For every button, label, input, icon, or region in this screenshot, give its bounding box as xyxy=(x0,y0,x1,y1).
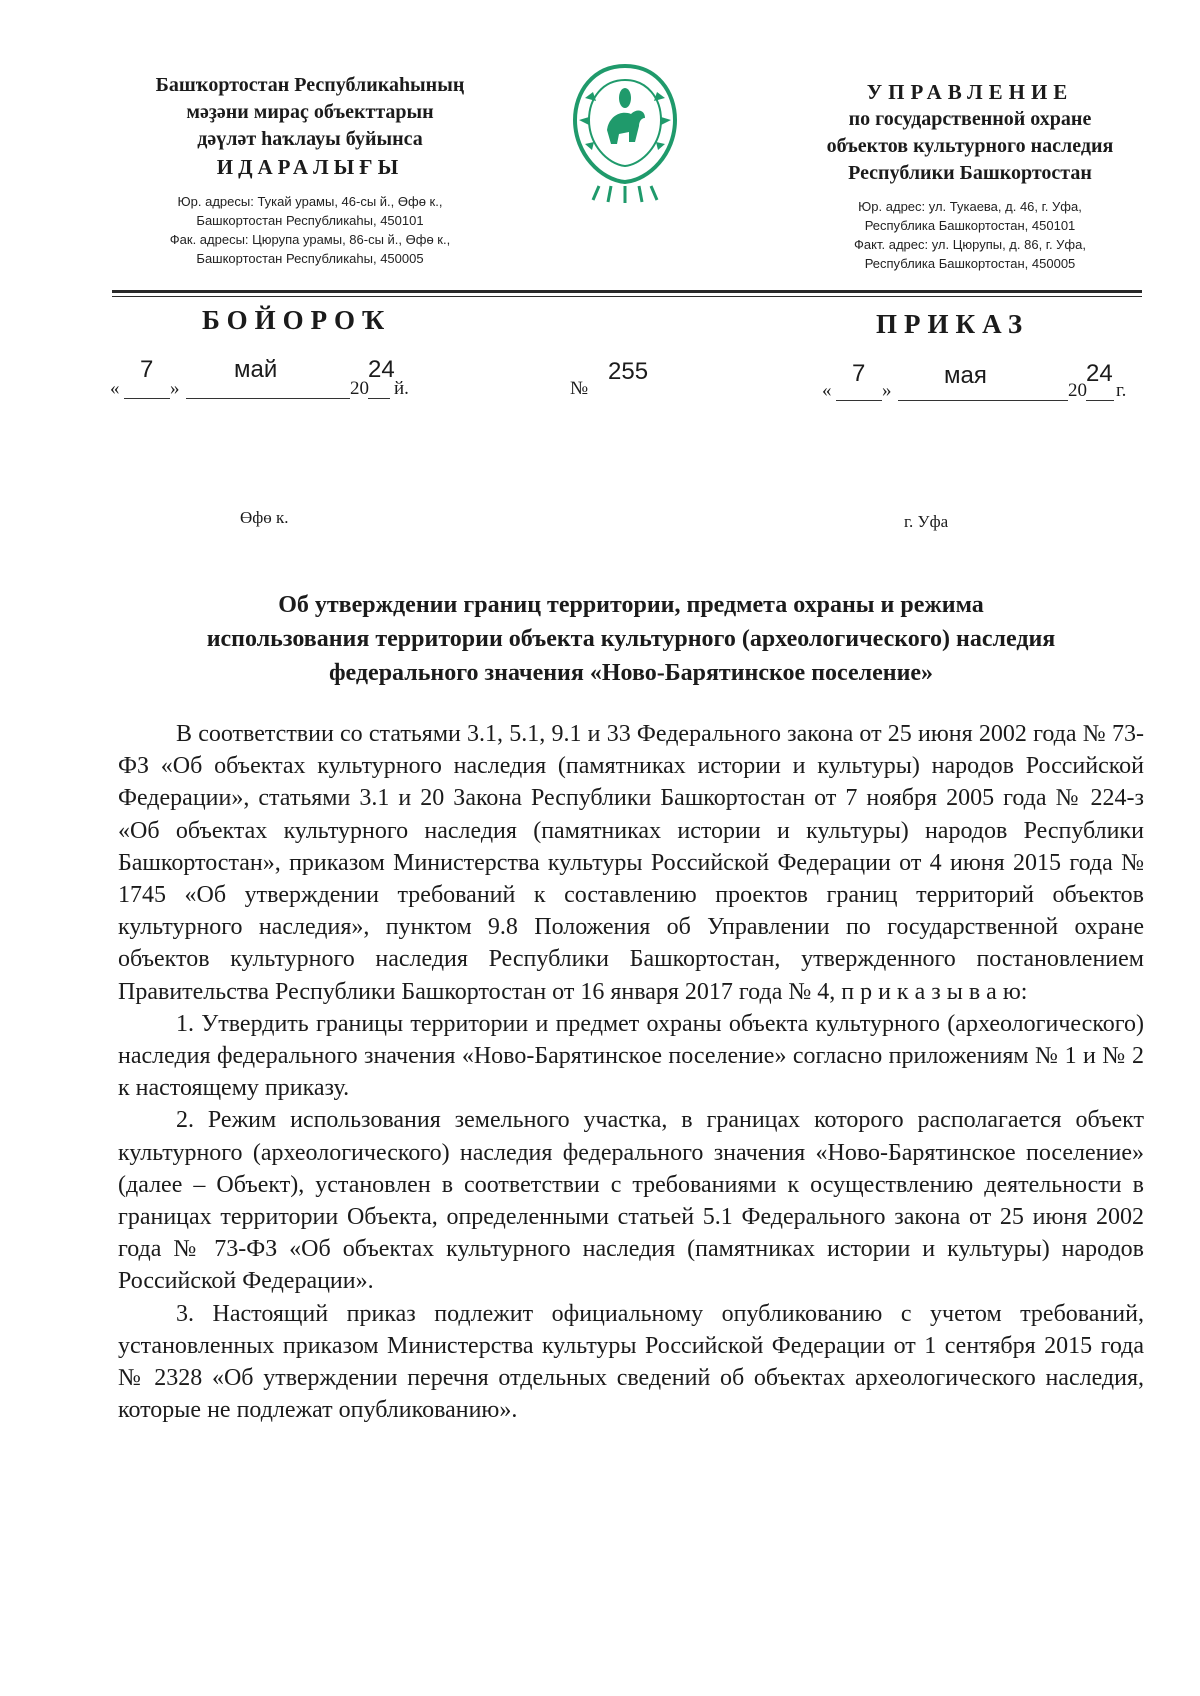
order-title-right: ПРИКАЗ xyxy=(876,309,1030,339)
date-day-handwritten: 7 xyxy=(852,360,866,387)
header-divider-thick xyxy=(112,290,1142,293)
address-line: Фак. адресы: Цюрупа урамы, 86-сы й., Өфө к., xyxy=(169,232,451,247)
org-line: мәҙәни мираҫ объекттарын xyxy=(186,101,434,123)
underline xyxy=(124,398,170,399)
date-month-handwritten: май xyxy=(234,356,278,383)
quote-open: « xyxy=(110,378,120,399)
address-line: Башкортостан Республикаһы, 450101 xyxy=(196,213,424,228)
address-line: Юр. адрес: ул. Тукаева, д. 46, г. Уфа, xyxy=(858,199,1082,214)
header-divider-thin xyxy=(112,296,1142,297)
underline xyxy=(186,398,350,399)
underline xyxy=(1086,400,1114,401)
year-prefix: 20 xyxy=(350,378,369,399)
quote-close: » xyxy=(170,378,180,399)
quote-close: » xyxy=(882,380,892,401)
body-paragraph: В соответствии со статьями 3.1, 5.1, 9.1 и 33 Федерального закона от 25 июня 2002 года № 73-ФЗ «Об объектах культурного наследия (памятниках истории и культуры) народов Российской Федерации», статьями 3.1 и 20 Закона Республики Башкортостан от 7 ноября 2005 года № 224-з «Об объектах культурного наследия (памятниках истории и культуры) народов Республики Башкортостан», приказом Министерства культуры Российской Федерации от 4 июня 2015 года № 1745 «Об утверждении требований к составлению проектов границ территорий объектов культурного наследия», пунктом 9.8 Положения об Управлении по государственной охране объектов культурного наследия Республики Башкортостан, утвержденного постановлением Правительства Республики Башкортостан от 16 января 2017 года № 4, п р и к а з ы в а ю: xyxy=(118,721,1144,1005)
year-suffix-handwritten: 24 xyxy=(1086,360,1113,387)
address-block-left xyxy=(110,192,510,268)
org-line: Республики Башкортостан xyxy=(848,162,1092,184)
underline xyxy=(898,400,1068,401)
address-line: Юр. адресы: Тукай урамы, 46-сы й., Өфө к., xyxy=(177,194,443,209)
city-left: Өфө к. xyxy=(240,508,289,527)
year-prefix: 20 xyxy=(1068,380,1087,401)
address-line: Республика Башкортостан, 450005 xyxy=(864,256,1076,271)
date-day-handwritten: 7 xyxy=(140,356,154,383)
header-right-org xyxy=(780,78,1160,273)
heading-line: Об утверждении границ территории, предмета охраны и режима xyxy=(278,592,984,618)
org-line: Башҡортостан Республикаһының xyxy=(155,74,465,96)
org-line: дәүләт һаҡлауы буйынса xyxy=(197,128,423,150)
order-number-handwritten: 255 xyxy=(608,358,649,385)
year-mark: й. xyxy=(394,378,409,399)
city-right: г. Уфа xyxy=(904,512,949,531)
document-heading xyxy=(118,588,1144,690)
heading-line: федерального значения «Ново-Барятинское поселение» xyxy=(328,660,934,686)
order-title-left: БОЙОРОҠ xyxy=(202,305,392,335)
number-label: № xyxy=(570,378,589,399)
heading-line: использования территории объекта культурного (археологического) наследия xyxy=(206,626,1056,652)
address-line: Башкортостан Республикаһы, 450005 xyxy=(196,251,424,266)
org-line: объектов культурного наследия xyxy=(826,135,1114,157)
year-suffix-handwritten: 24 xyxy=(368,356,395,383)
year-mark: г. xyxy=(1116,380,1127,401)
org-line: по государственной охране xyxy=(848,108,1092,130)
coat-of-arms-emblem xyxy=(565,58,685,208)
date-month-handwritten: мая xyxy=(944,362,987,389)
quote-open: « xyxy=(822,380,832,401)
org-caps: ИДАРАЛЫҒЫ xyxy=(216,155,404,179)
header-left-org xyxy=(110,72,510,268)
address-line: Республика Башкортостан, 450101 xyxy=(864,218,1076,233)
body-paragraph: 1. Утвердить границы территории и предмет охраны объекта культурного (археологического) наследия федерального значения «Ново-Барятинское поселение» согласно приложениям № 1 и № 2 к настоящему приказу. xyxy=(118,1010,1144,1102)
body-paragraph: 3. Настоящий приказ подлежит официальному опубликованию с учетом требований, установленных приказом Министерства культуры Российской Федерации от 1 сентября 2015 года № 2328 «Об утверждении перечня отдельных сведений об объектах археологического наследия, которые не подлежат опубликованию». xyxy=(118,1300,1144,1424)
address-block-right xyxy=(780,197,1160,273)
address-line: Факт. адрес: ул. Цюрупы, д. 86, г. Уфа, xyxy=(854,237,1086,252)
underline xyxy=(368,398,390,399)
document-body xyxy=(118,718,1144,1426)
org-caps: УПРАВЛЕНИЕ xyxy=(866,80,1074,104)
body-paragraph: 2. Режим использования земельного участка, в границах которого располагается объект культурного (археологического) наследия федерального значения «Ново-Барятинское поселение» (далее – Объект), установлен в соответствии с требованиями к осуществлению деятельности в границах территории Объекта, определенными статьей 5.1 Федерального закона от 25 июня 2002 года № 73-ФЗ «Об объектах культурного наследия (памятниках истории и культуры) народов Российской Федерации». xyxy=(118,1107,1144,1295)
underline xyxy=(836,400,882,401)
